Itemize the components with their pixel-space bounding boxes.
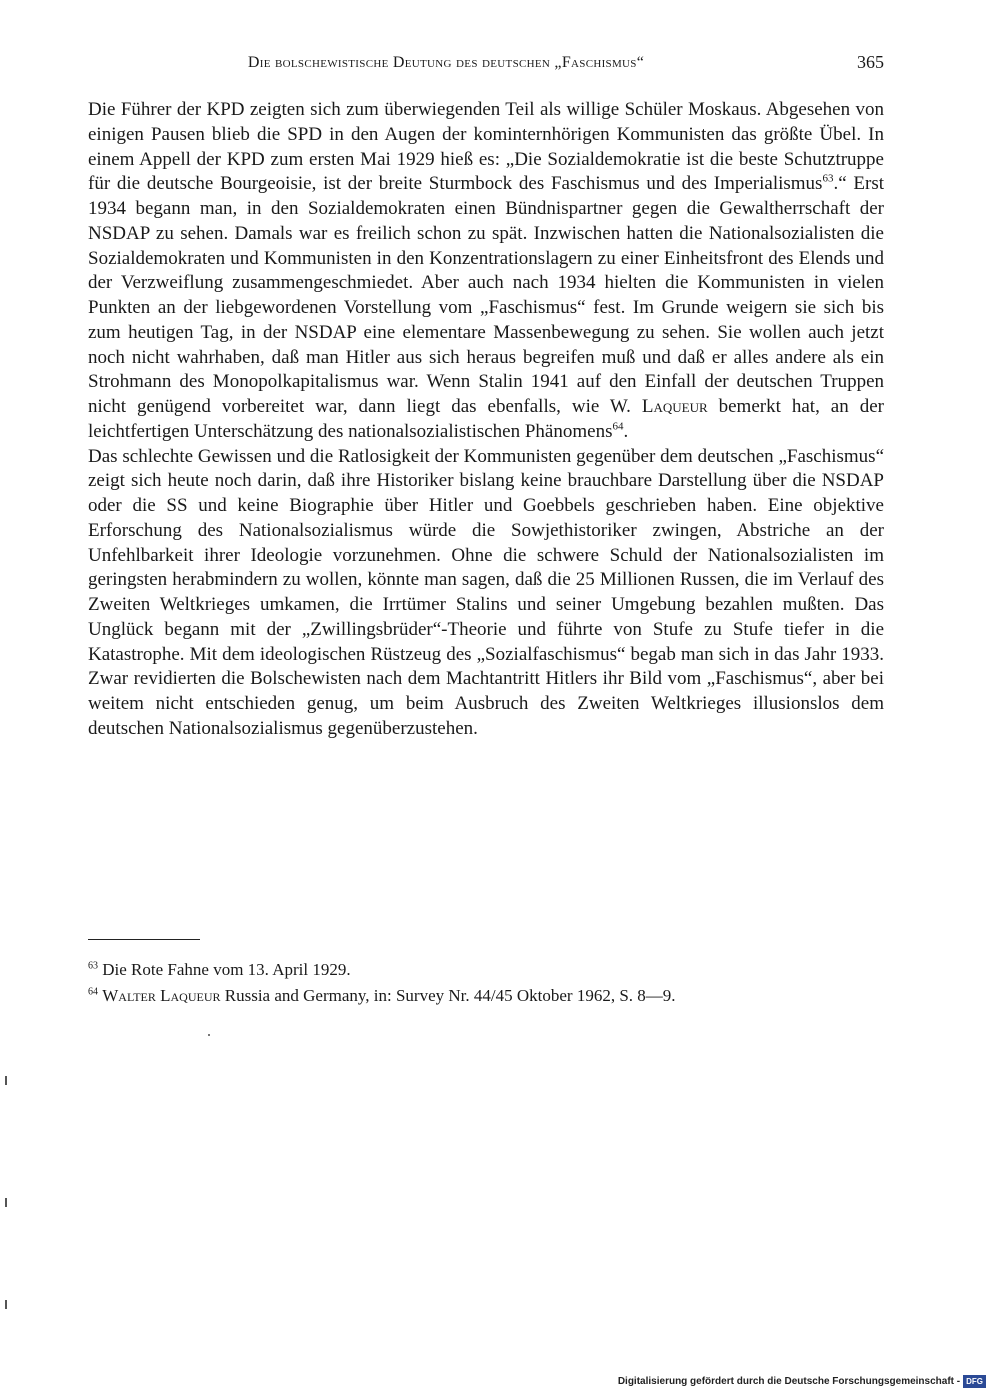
footnote-64	[88, 983, 884, 1009]
footnote-rule	[88, 939, 200, 940]
paragraph-1	[88, 98, 884, 445]
dfg-logo: DFG	[963, 1375, 986, 1388]
running-title: Die bolschewistische Deutung des deutschen „Faschismus“	[247, 54, 645, 71]
footnote-number: 64	[88, 986, 98, 998]
scan-edge-mark	[5, 1076, 7, 1085]
paragraph-1-part-3: bemerkt hat, an der leichtfertigen Unterschätzung des nationalsozialistischen Phänomens	[88, 396, 884, 442]
scan-edge-mark	[5, 1300, 7, 1309]
paragraph-2: Das schlechte Gewissen und die Ratlosigkeit der Kommunisten gegenüber dem deutschen „Faschismus“ zeigt sich heute noch darin, daß ihre Historiker bislang keine brauchbare Darstellung über die NSDAP oder die SS und keine Biographie über Hitler und Goebbels geschrieben haben. Eine objektive Erforschung des Nationalsozialismus würde die Sowjethistoriker zwingen, Abstriche an der Unfehlbarkeit ihrer Ideologie vorzunehmen. Ohne die schwere Schuld der Nationalsozialisten im geringsten herabmindern zu wollen, könnte man sagen, daß die 25 Millionen Russen, die im Verlauf des Zweiten Weltkrieges umkamen, die Irrtümer Stalins und seiner Umgebung bezahlen mußten. Das Unglück begann mit der „Zwillingsbrüder“-Theorie und führte von Stufe zu Stufe tiefer in die Katastrophe. Mit dem ideologischen Rüstzeug des „Sozialfaschismus“ begab man sich in das Jahr 1933. Zwar revidierten die Bolschewisten nach dem Machtantritt Hitlers ihr Bild vom „Faschismus“, aber bei weitem nicht entschieden genug, um beim Ausbruch des Zweiten Weltkrieges illusionslos dem deutschen Nationalsozialismus gegenüberzustehen.	[88, 445, 884, 739]
footnote-text: Die Rote Fahne vom 13. April 1929.	[102, 960, 351, 979]
page-number: 365	[857, 52, 884, 72]
running-header	[88, 52, 884, 78]
footnote-author: Walter Laqueur	[102, 986, 221, 1005]
paragraph-1-part-4: .	[623, 420, 629, 442]
credit-text: Digitalisierung gefördert durch die Deutsche Forschungsgemeinschaft -	[617, 1375, 961, 1387]
scan-dot	[208, 1034, 210, 1036]
footnote-text: Russia and Germany, in: Survey Nr. 44/45 Oktober 1962, S. 8—9.	[220, 986, 676, 1005]
footnote-ref-63: 63	[822, 172, 834, 185]
footnote-ref-64: 64	[612, 420, 624, 433]
footnote-63	[88, 957, 884, 983]
footnotes	[88, 957, 884, 1009]
paragraph-1-part-2: .“ Erst 1934 begann man, in den Sozialdemokraten einen Bündnispartner gegen die Gewaltherrschaft der NSDAP zu sehen. Damals war es freilich schon zu spät. Inzwischen hatten die Nationalsozialisten die Sozialdemokraten und Kommunisten in den Konzentrationslagern zu einer Einheitsfront des Elends und der Verzweiflung zusammengeschmiedet. Aber auch nach 1934 hielten die Kommunisten in vielen Punkten an der liebgewordenen Vorstellung vom „Faschismus“ fest. Im Grunde weigern sie sich bis zum heutigen Tag, in der NSDAP eine elementare Massenbewegung zu sehen. Sie wollen auch jetzt noch nicht wahrhaben, daß man Hitler aus sich heraus begreifen muß und daß er alles andere als ein Strohmann des Monopolkapitalismus war. Wenn Stalin 1941 auf den Einfall der deutschen Truppen nicht genügend vorbereitet war, dann liegt das ebenfalls, wie W.	[88, 173, 884, 417]
footnote-number: 63	[88, 960, 98, 972]
digitization-credit	[618, 1374, 986, 1388]
scan-edge-mark	[5, 1198, 7, 1207]
body-text	[88, 98, 884, 742]
author-name-laqueur: Laqueur	[641, 396, 708, 417]
paragraph-1-part-1: Die Führer der KPD zeigten sich zum überwiegenden Teil als willige Schüler Moskaus. Abgesehen von einigen Pausen blieb die SPD in den Augen der kominternhörigen Kommunisten das größte Übel. In einem Appell der KPD zum ersten Mai 1929 hieß es: „Die Sozialdemokratie ist die beste Schutztruppe für die deutsche Bourgeoisie, ist der breite Sturmbock des Faschismus und des Imperialismus	[88, 99, 884, 195]
